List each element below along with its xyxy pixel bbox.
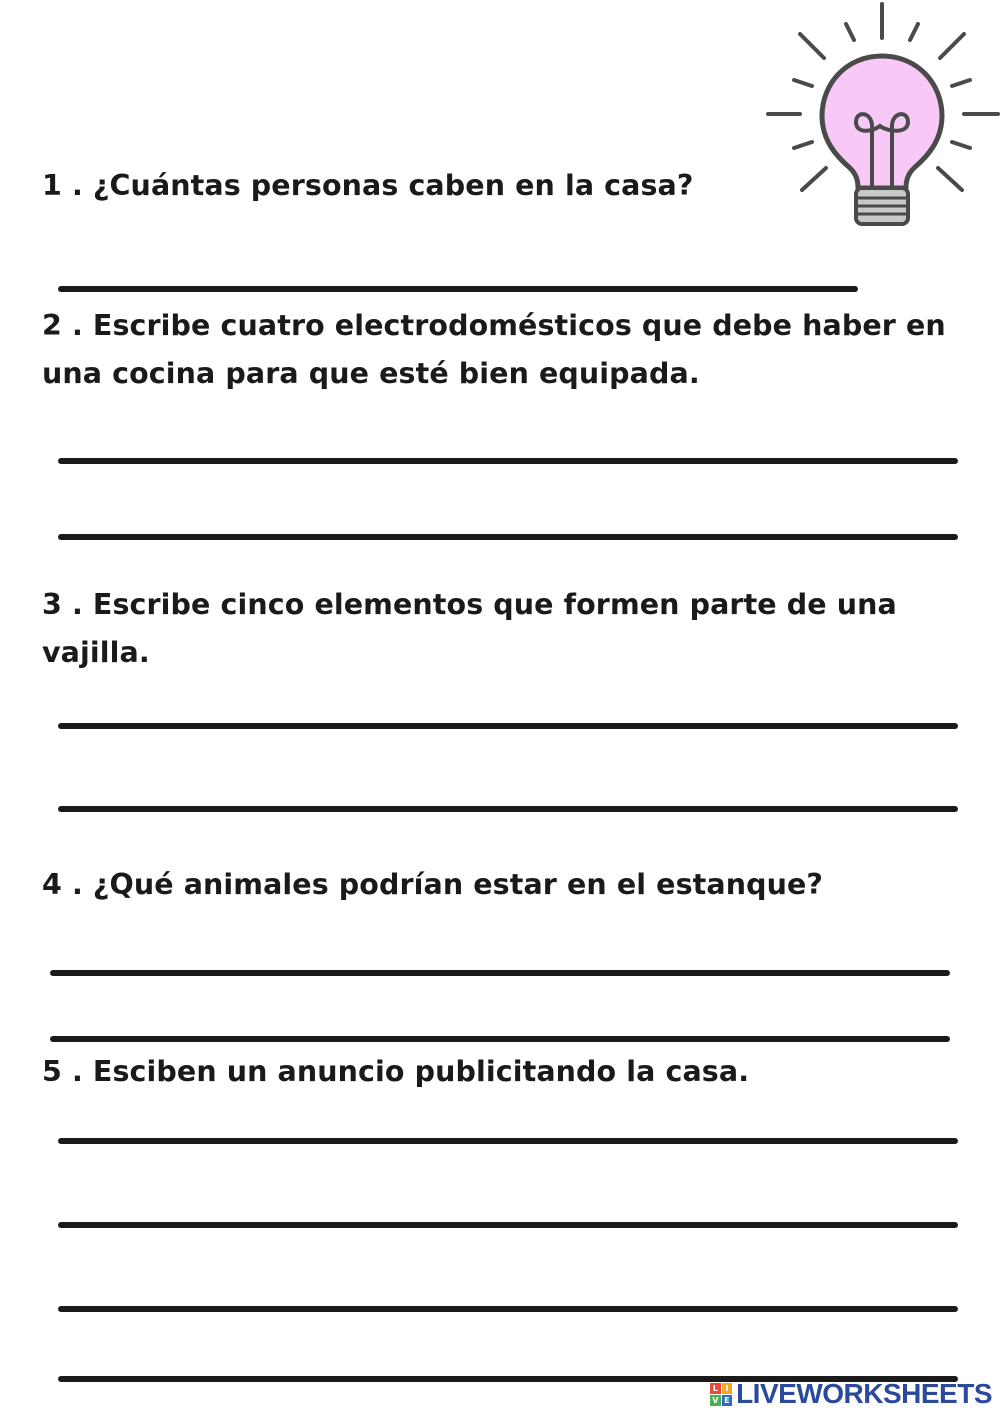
question-4: 4 . ¿Qué animales podrían estar en el estanque? xyxy=(42,868,824,901)
badge-letter-v: V xyxy=(710,1395,721,1406)
liveworksheets-logo xyxy=(710,1378,992,1410)
answer-line-3a[interactable] xyxy=(58,723,958,729)
question-1: 1 . ¿Cuántas personas caben en la casa? xyxy=(42,169,694,202)
answer-line-5a[interactable] xyxy=(58,1138,958,1144)
answer-line-3b[interactable] xyxy=(58,806,958,812)
answer-line-4a[interactable] xyxy=(50,970,950,976)
answer-line-4b[interactable] xyxy=(50,1036,950,1042)
liveworksheets-wordmark: LIVEWORKSHEETS xyxy=(736,1378,992,1409)
question-2: 2 . Escribe cuatro electrodomésticos que debe haber en una cocina para que esté bien equipada. xyxy=(42,309,946,390)
answer-line-2b[interactable] xyxy=(58,534,958,540)
answer-line-1a[interactable] xyxy=(58,286,858,292)
answer-line-5b[interactable] xyxy=(58,1222,958,1228)
question-5: 5 . Esciben un anuncio publicitando la casa. xyxy=(42,1055,750,1088)
answer-line-2a[interactable] xyxy=(58,458,958,464)
badge-letter-i: I xyxy=(722,1383,733,1394)
live-badge-icon xyxy=(710,1383,732,1405)
question-3: 3 . Escribe cinco elementos que formen parte de una vajilla. xyxy=(42,588,897,669)
badge-letter-l: L xyxy=(710,1383,721,1394)
answer-line-5c[interactable] xyxy=(58,1306,958,1312)
badge-letter-e: E xyxy=(722,1395,733,1406)
